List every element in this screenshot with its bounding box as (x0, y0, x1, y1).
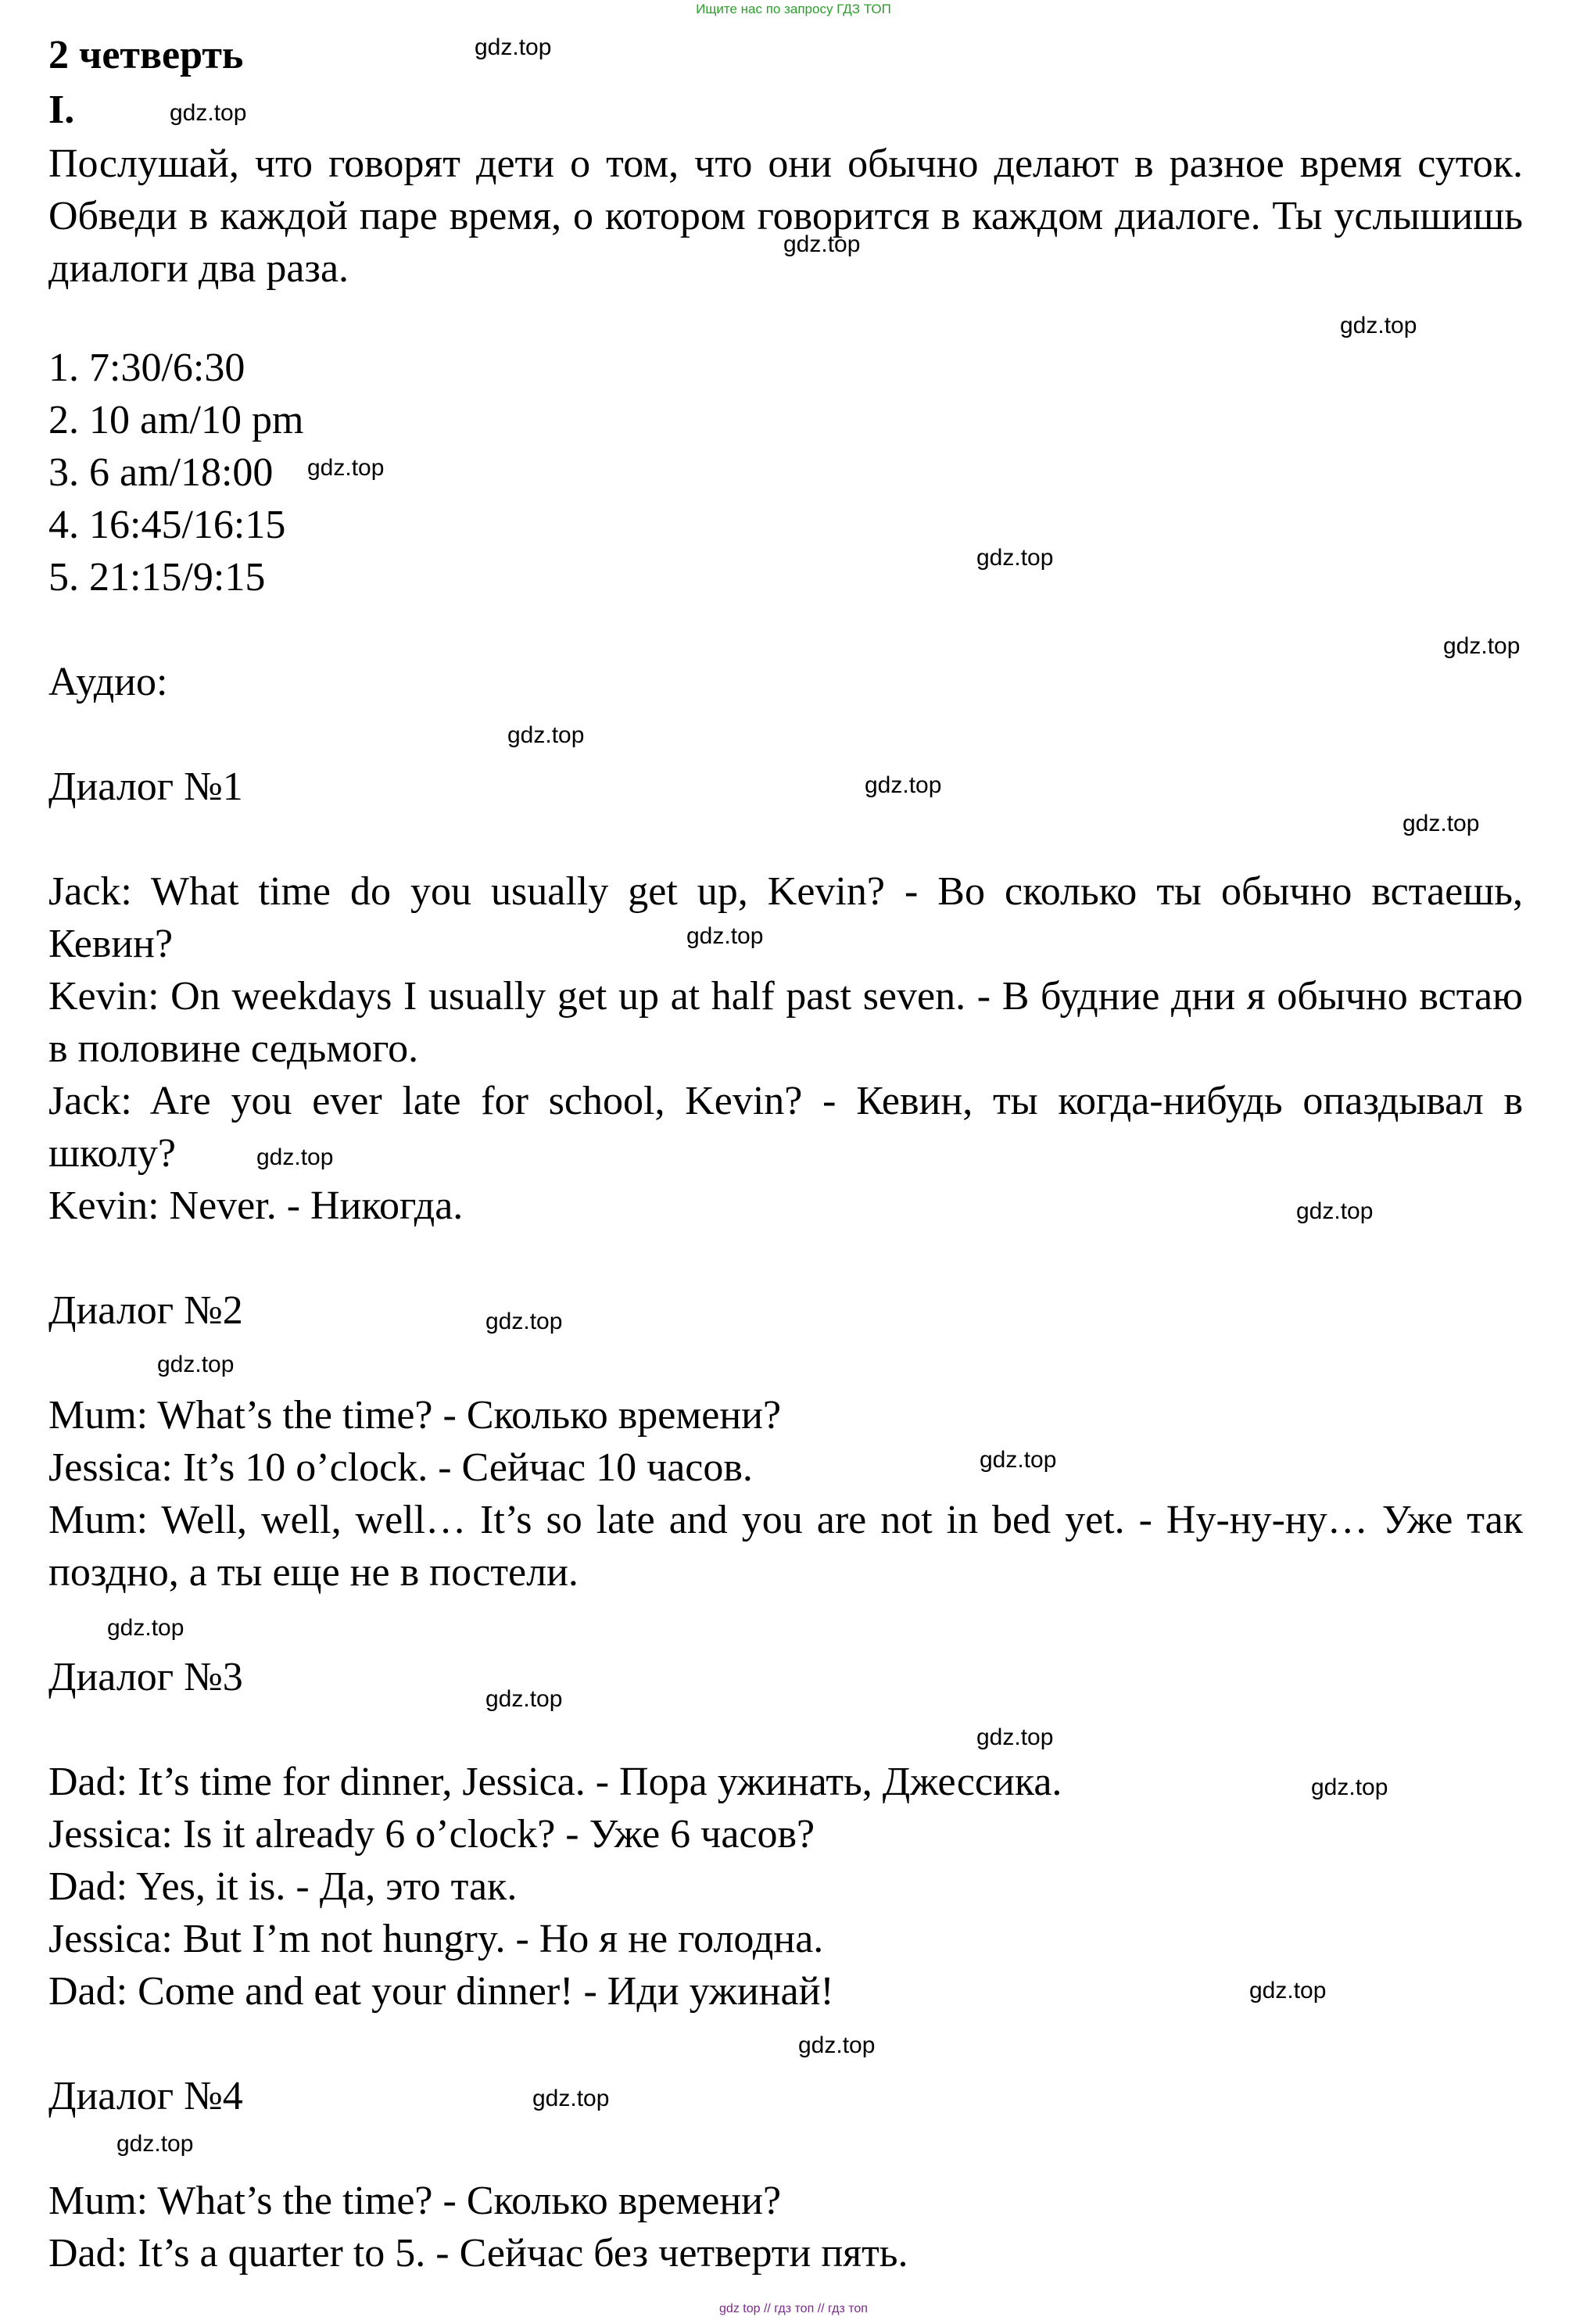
watermark: gdz.top (1249, 1978, 1327, 2004)
dialog-title: Диалог №4 (48, 2074, 243, 2118)
watermark: gdz.top (980, 1447, 1057, 1473)
dialog-line: Mum: Well, well, well… It’s so late and you are not in bed yet. - Ну-ну-ну… Уже так поздно, а ты еще не в постели. (48, 1498, 1523, 1595)
watermark: gdz.top (507, 722, 585, 748)
watermark: gdz.top (307, 455, 385, 481)
watermark: gdz.top (157, 1352, 235, 1377)
section-number: I. (48, 88, 75, 132)
footer-watermark: gdz top // гдз топ // гдз топ (719, 2302, 868, 2315)
dialog-line: Dad: It’s time for dinner, Jessica. - Пора ужинать, Джессика. (48, 1760, 1062, 1804)
time-option: 3. 6 am/18:00 (48, 450, 274, 495)
dialog-title: Диалог №1 (48, 765, 243, 809)
watermark: gdz.top (532, 2086, 610, 2111)
watermark: gdz.top (976, 1724, 1054, 1750)
dialog-2 (48, 1284, 1523, 1599)
dialog-line: Jessica: It’s 10 o’clock. - Сейчас 10 часов. (48, 1445, 753, 1490)
dialog-line: Jessica: Is it already 6 o’clock? - Уже 6 часов? (48, 1812, 815, 1857)
watermark: gdz.top (976, 545, 1054, 571)
watermark: gdz.top (475, 34, 552, 60)
time-option: 2. 10 am/10 pm (48, 398, 304, 442)
dialog-title: Диалог №3 (48, 1655, 243, 1699)
watermark: gdz.top (1403, 811, 1480, 836)
watermark: gdz.top (256, 1144, 334, 1170)
quarter-title: 2 четверть (48, 33, 244, 77)
dialog-3 (48, 1651, 1523, 2018)
dialog-line: Dad: It’s a quarter to 5. - Сейчас без четверти пять. (48, 2231, 908, 2276)
dialog-line: Dad: Yes, it is. - Да, это так. (48, 1864, 518, 1909)
audio-label: Аудио: (48, 660, 168, 704)
dialog-4 (48, 2070, 1523, 2279)
watermark: gdz.top (1340, 313, 1417, 338)
dialog-line: Dad: Come and eat your dinner! - Иди ужинай! (48, 1969, 834, 2014)
time-options-list (48, 342, 1523, 603)
watermark: gdz.top (1296, 1198, 1374, 1224)
dialog-line: Kevin: On weekdays I usually get up at half past seven. - В будние дни я обычно встаю в половине седьмого. (48, 974, 1523, 1071)
watermark: gdz.top (865, 772, 942, 798)
dialog-line: Jessica: But I’m not hungry. - Но я не голодна. (48, 1917, 824, 1961)
watermark: gdz.top (485, 1309, 563, 1334)
watermark: gdz.top (170, 100, 247, 126)
task-instructions: Послушай, что говорят дети о том, что они обычно делают в разное время суток. Обведи в каждой паре время, о котором говорится в каждом диалоге. Ты услышишь диалоги два раза. (48, 141, 1523, 291)
dialog-line: Kevin: Never. - Никогда. (48, 1183, 464, 1228)
watermark: gdz.top (686, 923, 764, 949)
watermark: gdz.top (485, 1686, 563, 1712)
dialog-line: Jack: Are you ever late for school, Kevin? - Кевин, ты когда-нибудь опаздывал в школу? (48, 1079, 1523, 1176)
dialog-line: Mum: What’s the time? - Сколько времени? (48, 2179, 782, 2223)
watermark: gdz.top (798, 2032, 876, 2058)
dialog-line: Mum: What’s the time? - Сколько времени? (48, 1393, 782, 1438)
watermark: gdz.top (783, 231, 861, 257)
time-option: 4. 16:45/16:15 (48, 503, 286, 547)
watermark: gdz.top (107, 1615, 184, 1641)
dialog-title: Диалог №2 (48, 1288, 243, 1333)
dialog-line: Jack: What time do you usually get up, Kevin? - Во сколько ты обычно встаешь, Кевин? (48, 869, 1523, 966)
watermark: gdz.top (116, 2131, 194, 2157)
watermark: gdz.top (1443, 633, 1521, 659)
watermark: gdz.top (1311, 1774, 1388, 1800)
time-option: 5. 21:15/9:15 (48, 555, 266, 600)
time-option: 1. 7:30/6:30 (48, 346, 245, 390)
search-hint-banner: Ищите нас по запросу ГДЗ ТОП (696, 2, 891, 16)
